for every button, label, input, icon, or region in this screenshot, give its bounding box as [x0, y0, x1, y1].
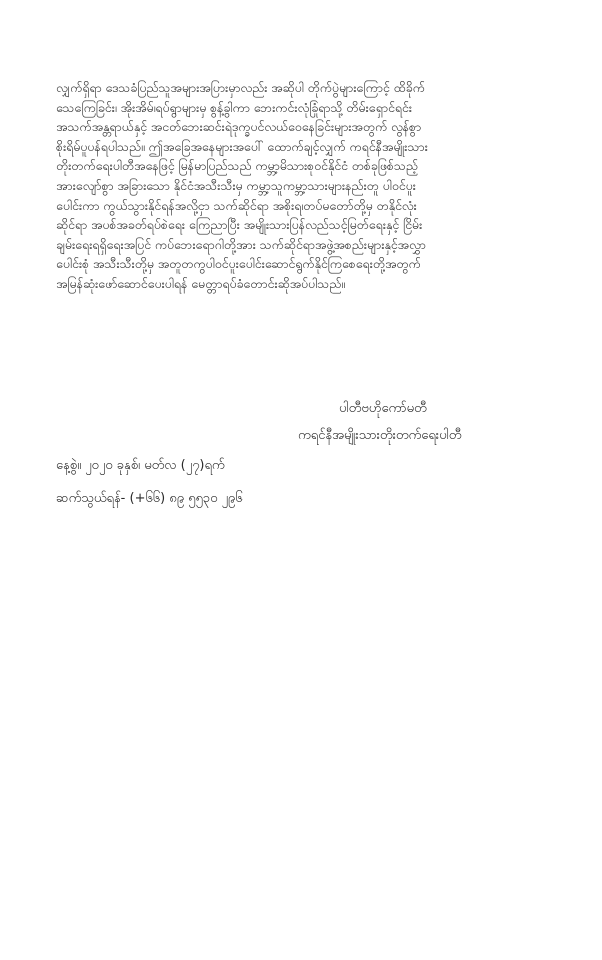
body-line: အမြန်ဆုံးဖော်ဆောင်ပေးပါရန် မေတ္တာရပ်ခံတောင်းဆိုအပ်ပါသည်။: [56, 275, 345, 291]
body-line: ပေါင်းကာ ကွယ်သွားနိုင်ရန်အလို့ငှာ သက်ဆိုင်ရာ အစိုးရ၊တပ်မတော်တို့မှ တနိုင်လုံး: [56, 197, 417, 213]
signature-committee: ပါတီဗဟိုကော်မတီ: [339, 401, 427, 416]
letter-body: [56, 78, 556, 294]
body-line: တိုးတက်ရေးပါတီအနေဖြင့် မြန်မာပြည်သည် ကမ္ဘာ့မိသားစုဝင်နိုင်ငံ တစ်ခုဖြစ်သည့်: [56, 158, 418, 174]
body-line: အားလျော်စွာ အခြားသော နိုင်ငံအသီးသီးမှ ကမ္ဘာ့သူကမ္ဘာ့သားများနည်းတူ ပါဝင်ပူး: [56, 177, 416, 193]
contact-phone: ဆက်သွယ်ရန်- (+၆၆) ၈၉ ၅၅၃၀ ၂၉၆: [56, 491, 243, 506]
body-line: ချမ်းရေးရရှိရေးအပြင် ကပ်ဘေးရောဂါတို့အား သက်ဆိုင်ရာအဖွဲ့အစည်းများနှင့်အလွှာ: [56, 236, 426, 252]
body-line: ပေါင်းစုံ အသီးသီးတို့မှ အတူတကွပါဝင်ပူးပေါင်းဆောင်ရွက်နိုင်ကြစေရေးတို့အတွက်: [56, 256, 421, 272]
body-line: သေကြေခြင်း၊ အိုးအိမ်၊ရပ်ရွာများမှ စွန့်ခွါကာ ဘေးကင်းလုံခြုံရာသို့ တိမ်းရှောင်ရင်း: [56, 99, 412, 115]
signature-party-name: ကရင်နီအမျိုးသားတိုးတက်ရေးပါတီ: [298, 428, 462, 443]
body-line: အသက်အန္တရာယ်နှင့် အငတ်ဘေးဆင်းရဲဒုက္ခပင်လယ်ဝေနေခြင်းများအတွက် လွန်စွာ: [56, 119, 422, 135]
body-line: ဆိုင်ရာ အပစ်အခတ်ရပ်စဲရေး ကြေညာပြီး အမျိုးသားပြန်လည်သင့်မြတ်ရေးနှင့် ငြိမ်း: [56, 217, 423, 233]
body-line: စိုးရိမ်ပူပန်ရပါသည်။ ဤအခြေအနေများအပေါ် ထောက်ချင့်လျှက် ကရင်နီအမျိုးသား: [56, 138, 428, 154]
document-date: နေ့စွဲ။ ၂၀၂၀ ခုနှစ်၊ မတ်လ (၂၇)ရက်: [56, 458, 225, 473]
body-line: လျှက်ရှိရာ ဒေသခံပြည်သူအများအပြားမှာလည်း အဆိုပါ တိုက်ပွဲများကြောင့် ထိခိုက်: [56, 80, 425, 95]
